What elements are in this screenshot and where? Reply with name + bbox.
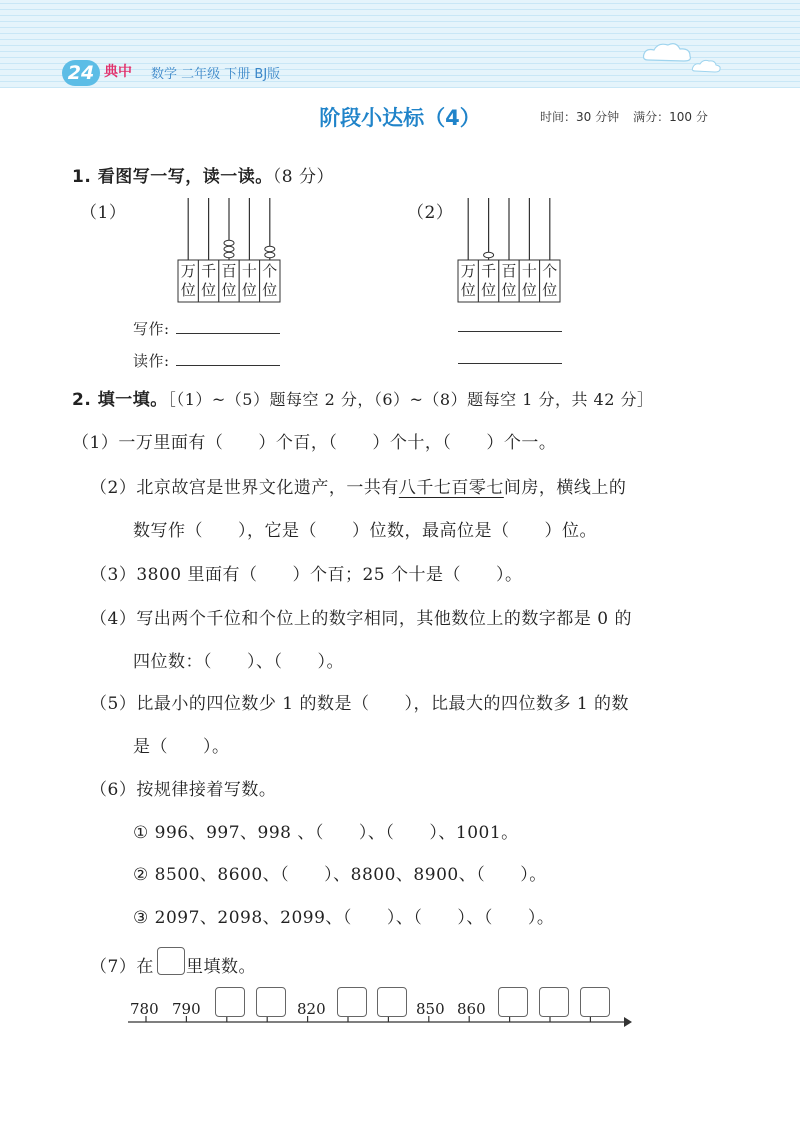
abacus-2	[456, 196, 562, 304]
small-cloud-icon	[690, 58, 724, 74]
nl-answer-box-870[interactable]	[498, 987, 528, 1017]
q1-part1-label: （1）	[80, 203, 127, 223]
write-label: 写作:	[133, 320, 170, 338]
place-label-char: 位	[262, 281, 278, 299]
q2-part3: （3）3800 里面有（ ）个百；25 个十是（ ）。	[90, 565, 523, 585]
nl-answer-box-880[interactable]	[539, 987, 569, 1017]
q2-part6: （6）按规律接着写数。	[90, 780, 277, 800]
q2-part5-line2: 是（ ）。	[133, 737, 230, 757]
q2-points: ［（1）~（5）题每空 2 分，（6）~（8）题每空 1 分，共 42 分］	[167, 390, 654, 409]
number-line-arrow	[624, 1017, 632, 1027]
page-title: 阶段小达标（4）	[319, 106, 481, 130]
abacus-bead	[224, 246, 234, 252]
place-label-char: 位	[201, 281, 217, 299]
place-label-char: 位	[180, 281, 196, 299]
place-label-char: 万	[180, 262, 196, 280]
place-label-char: 个	[262, 262, 278, 280]
place-label-char: 位	[481, 281, 497, 299]
read-answer-line-2[interactable]	[458, 363, 562, 364]
write-answer-line-1[interactable]	[176, 333, 280, 334]
abacus-bead	[265, 252, 275, 258]
example-blank-box	[157, 947, 185, 975]
nl-label-790: 790	[172, 1000, 201, 1018]
place-label-char: 百	[501, 262, 517, 280]
read-label: 读作:	[133, 352, 170, 370]
q1-part2-label: （2）	[407, 203, 454, 223]
time-limit: 时间：30 分钟	[540, 110, 620, 124]
q1-heading	[72, 162, 334, 187]
place-label-char: 千	[201, 262, 217, 280]
nl-answer-box-800[interactable]	[215, 987, 245, 1017]
q2-part2-text-a: （2）北京故宫是世界文化遗产，一共有	[90, 478, 399, 498]
abacus-bead	[224, 252, 234, 258]
q1-heading-text: 1. 看图写一写，读一读。	[72, 167, 273, 187]
abacus-bead	[265, 246, 275, 252]
write-answer-line-2[interactable]	[458, 331, 562, 332]
q2-part1: （1）一万里面有（ ）个百，（ ）个十，（ ）个一。	[72, 433, 557, 453]
place-label-char: 百	[221, 262, 237, 280]
abacus-bead	[484, 252, 494, 258]
q2-part2-text-b: 间房，横线上的	[503, 478, 627, 498]
place-label-char: 位	[221, 281, 237, 299]
place-label-char: 位	[521, 281, 537, 299]
q2-part7-suffix: 里填数。	[186, 957, 256, 977]
brand-logo: 典中	[104, 64, 132, 80]
q2-part4-line2: 四位数：（ ）、（ ）。	[133, 652, 344, 672]
nl-label-820: 820	[297, 1000, 326, 1018]
q2-part6-item2: ② 8500、8600、（ ）、8800、8900、（ ）。	[133, 865, 547, 885]
place-label-char: 十	[521, 262, 537, 280]
nl-label-860: 860	[457, 1000, 486, 1018]
nl-answer-box-810[interactable]	[256, 987, 286, 1017]
nl-label-850: 850	[416, 1000, 445, 1018]
q1-points: （8 分）	[272, 167, 334, 187]
nl-answer-box-840[interactable]	[377, 987, 407, 1017]
place-label-char: 位	[241, 281, 257, 299]
place-label-char: 位	[501, 281, 517, 299]
q2-part2-line1	[90, 473, 626, 498]
place-label-char: 位	[460, 281, 476, 299]
q2-heading	[72, 385, 654, 410]
place-label-char: 十	[241, 262, 257, 280]
place-label-char: 千	[481, 262, 497, 280]
q2-part2-line2: 数写作（ ），它是（ ）位数，最高位是（ ）位。	[133, 521, 597, 541]
read-answer-line-1[interactable]	[176, 365, 280, 366]
place-label-char: 个	[542, 262, 558, 280]
nl-answer-box-830[interactable]	[337, 987, 367, 1017]
header-wave-edge	[0, 82, 800, 96]
page-number: 24	[62, 60, 100, 86]
book-title: 数学 二年级 下册 BJ版	[151, 67, 281, 82]
q2-heading-text: 2. 填一填。	[72, 390, 168, 410]
abacus-1	[176, 196, 282, 304]
q2-part7-prefix: （7）在	[90, 957, 154, 977]
abacus-bead	[224, 240, 234, 246]
q2-part5-line1: （5）比最小的四位数少 1 的数是（ ），比最大的四位数多 1 的数	[90, 694, 630, 714]
q2-part2-underlined: 八千七百零七	[398, 478, 504, 498]
full-score: 满分：100 分	[633, 110, 708, 124]
place-label-char: 万	[460, 262, 476, 280]
nl-label-780: 780	[130, 1000, 159, 1018]
place-label-char: 位	[542, 281, 558, 299]
q2-part6-item3: ③ 2097、2098、2099、（ ）、（ ）、（ ）。	[133, 908, 555, 928]
q2-part4-line1: （4）写出两个千位和个位上的数字相同，其他数位上的数字都是 0 的	[90, 609, 632, 629]
q2-part6-item1: ① 996、997、998 、（ ）、（ ）、1001。	[133, 823, 519, 843]
nl-answer-box-890[interactable]	[580, 987, 610, 1017]
exam-info	[540, 108, 722, 125]
